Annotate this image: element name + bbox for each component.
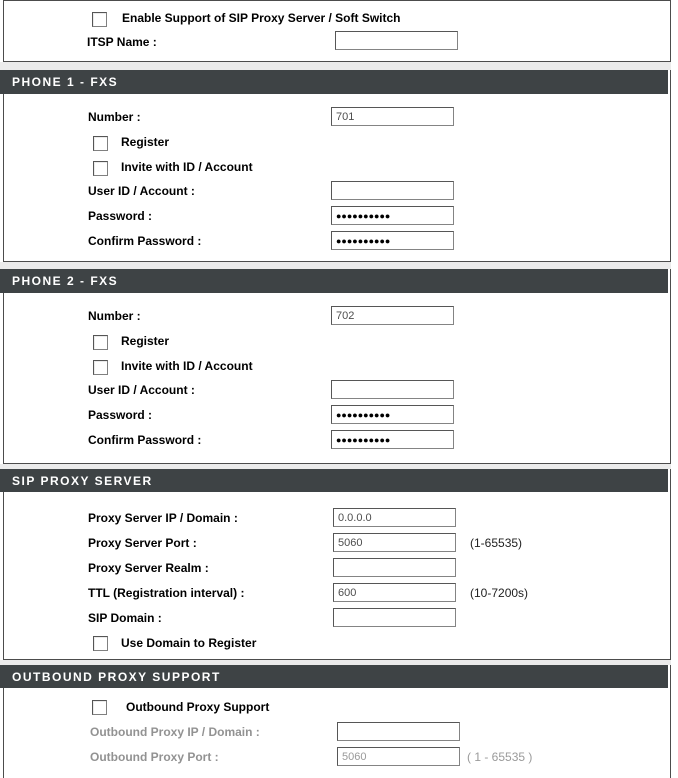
- proxy-server-ip-label: Proxy Server IP / Domain :: [88, 511, 238, 525]
- phone1-invite-label: Invite with ID / Account: [121, 160, 253, 174]
- phone2-section-header: PHONE 2 - FXS: [0, 269, 668, 293]
- proxy-server-realm-input[interactable]: [333, 558, 456, 577]
- proxy-server-port-label: Proxy Server Port :: [88, 536, 197, 550]
- ttl-range-hint: (10-7200s): [470, 586, 529, 600]
- sip-proxy-section-header: SIP PROXY SERVER: [0, 469, 668, 492]
- proxy-server-port-input[interactable]: [333, 533, 456, 552]
- itsp-name-label: ITSP Name :: [87, 35, 157, 49]
- enable-sip-proxy-label: Enable Support of SIP Proxy Server / Soft Switch: [122, 11, 401, 25]
- phone1-password-label: Password :: [88, 209, 153, 223]
- phone2-register-checkbox[interactable]: [93, 335, 108, 350]
- ttl-registration-interval-input[interactable]: [333, 583, 456, 602]
- phone1-confirm-password-label: Confirm Password :: [88, 234, 202, 248]
- itsp-name-input[interactable]: [335, 31, 458, 50]
- phone2-userid-input[interactable]: [331, 380, 454, 399]
- proxy-server-port-range-hint: (1-65535): [470, 536, 523, 550]
- outbound-proxy-support-checkbox[interactable]: [92, 700, 107, 715]
- phone1-confirm-password-input[interactable]: [331, 231, 454, 250]
- phone2-confirm-password-label: Confirm Password :: [88, 433, 202, 447]
- phone1-password-input[interactable]: [331, 206, 454, 225]
- outbound-proxy-support-label: Outbound Proxy Support: [126, 700, 270, 714]
- phone2-number-label: Number :: [88, 309, 141, 323]
- phone1-invite-checkbox[interactable]: [93, 161, 108, 176]
- section-gap: [0, 62, 671, 70]
- phone2-invite-label: Invite with ID / Account: [121, 359, 253, 373]
- outbound-proxy-port-range-hint: ( 1 - 65535 ): [467, 750, 533, 764]
- phone1-register-checkbox[interactable]: [93, 136, 108, 151]
- phone1-userid-input[interactable]: [331, 181, 454, 200]
- use-domain-to-register-checkbox[interactable]: [93, 636, 108, 651]
- phone2-number-input[interactable]: [331, 306, 454, 325]
- use-domain-to-register-label: Use Domain to Register: [121, 636, 257, 650]
- outbound-proxy-ip-label: Outbound Proxy IP / Domain :: [90, 725, 260, 739]
- sip-domain-label: SIP Domain :: [88, 611, 162, 625]
- phone2-userid-label: User ID / Account :: [88, 383, 195, 397]
- phone1-register-label: Register: [121, 135, 170, 149]
- outbound-proxy-section-header: OUTBOUND PROXY SUPPORT: [0, 665, 668, 688]
- outbound-proxy-port-label: Outbound Proxy Port :: [90, 750, 219, 764]
- phone1-number-label: Number :: [88, 110, 141, 124]
- outbound-proxy-port-input[interactable]: [337, 747, 460, 766]
- phone2-password-label: Password :: [88, 408, 153, 422]
- proxy-server-ip-input[interactable]: [333, 508, 456, 527]
- outbound-proxy-ip-input[interactable]: [337, 722, 460, 741]
- phone2-register-label: Register: [121, 334, 170, 348]
- enable-sip-proxy-checkbox[interactable]: [92, 12, 107, 27]
- phone2-password-input[interactable]: [331, 405, 454, 424]
- sip-domain-input[interactable]: [333, 608, 456, 627]
- ttl-registration-interval-label: TTL (Registration interval) :: [88, 586, 245, 600]
- phone2-confirm-password-input[interactable]: [331, 430, 454, 449]
- phone1-userid-label: User ID / Account :: [88, 184, 195, 198]
- phone1-section-header: PHONE 1 - FXS: [0, 70, 668, 94]
- phone2-invite-checkbox[interactable]: [93, 360, 108, 375]
- top-box-top-border: [3, 0, 671, 1]
- section-gap: [0, 262, 671, 269]
- proxy-server-realm-label: Proxy Server Realm :: [88, 561, 209, 575]
- phone1-number-input[interactable]: [331, 107, 454, 126]
